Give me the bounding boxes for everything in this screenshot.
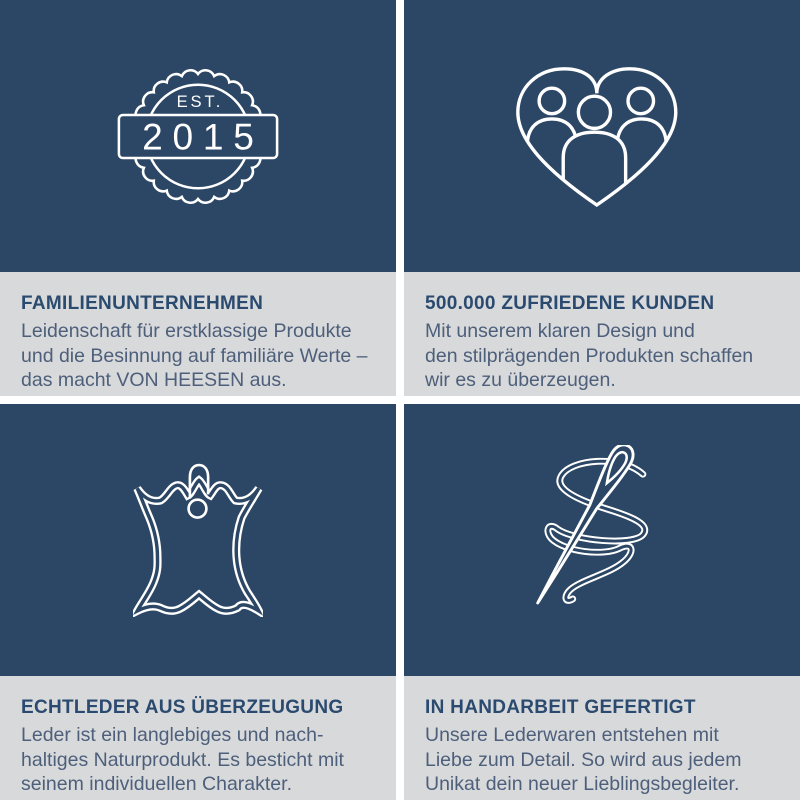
feature-text-line: seinem individuellen Charakter.	[21, 773, 292, 795]
feature-text-line: Unikat dein neuer Lieblingsbegleiter.	[425, 773, 740, 795]
feature-panel-kunden	[404, 0, 800, 396]
needle-thread-icon	[522, 445, 682, 635]
feature-text-line: Liebe zum Detail. So wird aus jedem	[425, 748, 742, 771]
feature-text-line: Mit unserem klaren Design und	[425, 320, 695, 342]
feature-text-block	[0, 272, 396, 396]
heart-family-icon	[512, 65, 692, 222]
badge-year-label: 2015	[142, 115, 264, 158]
icon-tile-heart	[404, 0, 800, 272]
feature-text-line: Leder ist ein langlebiges und nach-	[21, 724, 324, 746]
feature-text-line: den stilprägenden Produkten schaffen	[425, 344, 754, 367]
feature-text-line: haltiges Naturprodukt. Es besticht mit	[21, 748, 344, 771]
feature-text-line: das macht VON HEESEN aus.	[21, 369, 287, 391]
family-center-body	[563, 132, 625, 209]
family-right-head	[628, 88, 654, 114]
icon-tile-leather	[0, 404, 396, 676]
family-left-head	[539, 88, 565, 114]
feature-text-line: wir es zu überzeugen.	[425, 369, 616, 391]
icon-tile-badge	[0, 0, 396, 272]
feature-text-block	[404, 676, 800, 800]
feature-heading: 500.000 ZUFRIEDENE KUNDEN	[425, 293, 715, 314]
family-center-head	[578, 96, 610, 128]
feature-text-line: Leidenschaft für erstklassige Produkte	[21, 320, 352, 342]
feature-text-line: und die Besinnung auf familiäre Werte –	[21, 344, 368, 367]
feature-heading: IN HANDARBEIT GEFERTIGT	[425, 697, 696, 718]
badge-est-label: EST.	[176, 91, 224, 111]
feature-panel-familienunternehmen	[0, 0, 396, 396]
feature-panel-handarbeit	[404, 404, 800, 800]
feature-text-line: Unsere Lederwaren entstehen mit	[425, 724, 719, 746]
feature-heading: ECHTLEDER AUS ÜBERZEUGUNG	[21, 697, 344, 718]
hide-punch-hole	[189, 500, 207, 518]
feature-text-block	[404, 272, 800, 396]
est-2015-badge-icon	[115, 66, 281, 207]
icon-tile-needle	[404, 404, 800, 676]
feature-panel-echtleder	[0, 404, 396, 800]
feature-heading: FAMILIENUNTERNEHMEN	[21, 293, 264, 314]
leather-hide-icon	[133, 463, 263, 617]
feature-text-block	[0, 676, 396, 800]
